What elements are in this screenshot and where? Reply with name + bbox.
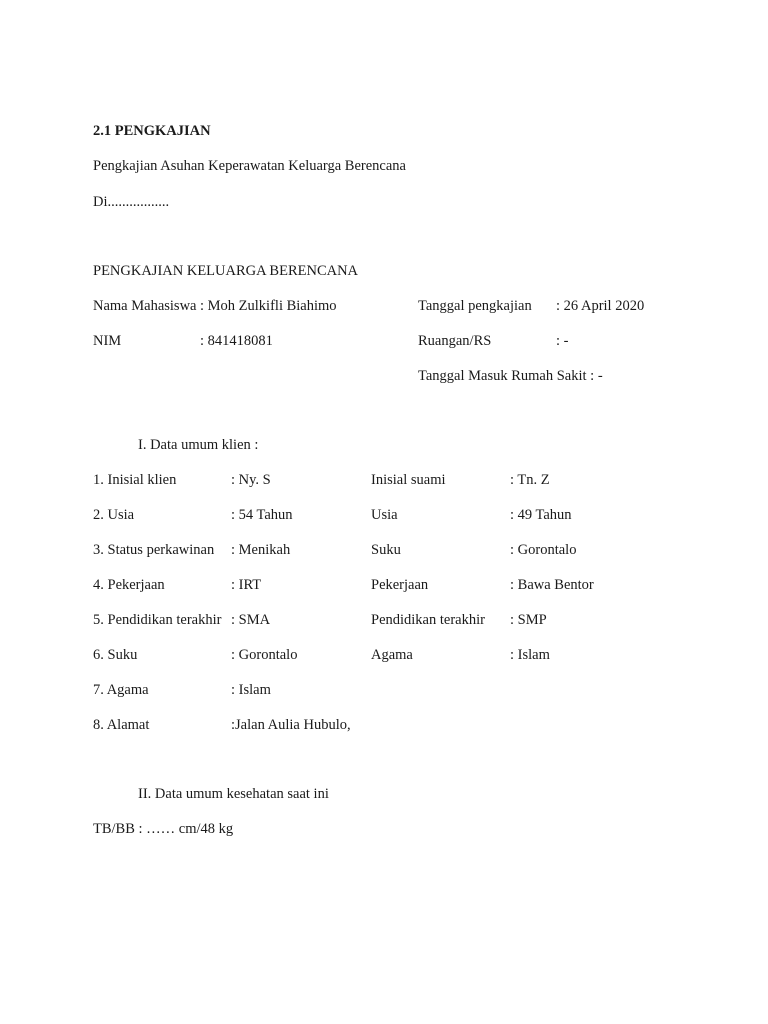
subtitle: Pengkajian Asuhan Keperawatan Keluarga Berencana	[93, 158, 406, 174]
location-line: Di.................	[93, 194, 170, 210]
nama-value: : Moh Zulkifli Biahimo	[200, 298, 337, 314]
row-value2: : Gorontalo	[510, 542, 577, 558]
row-value: : Islam	[231, 682, 271, 698]
section2-title: II. Data umum kesehatan saat ini	[138, 786, 329, 802]
row-label: 5. Pendidikan terakhir	[93, 612, 222, 628]
row-label: 4. Pekerjaan	[93, 577, 165, 593]
row-value2: : Tn. Z	[510, 472, 550, 488]
row-label2: Suku	[371, 542, 401, 558]
row-value2: : Islam	[510, 647, 550, 663]
row-label2: Pendidikan terakhir	[371, 612, 485, 628]
row-label: 3. Status perkawinan	[93, 542, 215, 558]
row-label: 7. Agama	[93, 682, 149, 698]
form-title: PENGKAJIAN KELUARGA BERENCANA	[93, 263, 359, 279]
ruangan-label: Ruangan/RS	[418, 333, 492, 349]
section1-title: I. Data umum klien :	[138, 437, 259, 453]
nim-label: NIM	[93, 333, 122, 349]
row-value: : SMA	[231, 612, 271, 628]
row-value2: : SMP	[510, 612, 547, 628]
tanggal-label: Tanggal pengkajian	[418, 298, 532, 314]
row-value: : Gorontalo	[231, 647, 298, 663]
row-value2: : 49 Tahun	[510, 507, 572, 523]
row-label: 2. Usia	[93, 507, 135, 523]
row-value: : Ny. S	[231, 472, 271, 488]
row-value: :Jalan Aulia Hubulo,	[231, 717, 351, 733]
row-value: : 54 Tahun	[231, 507, 293, 523]
tanggal-value: : 26 April 2020	[556, 298, 645, 314]
row-label2: Inisial suami	[371, 472, 446, 488]
row-label: 1. Inisial klien	[93, 472, 177, 488]
row-label: 6. Suku	[93, 647, 138, 663]
ruangan-value: : -	[556, 333, 569, 349]
row-value2: : Bawa Bentor	[510, 577, 594, 593]
row-label: 8. Alamat	[93, 717, 150, 733]
row-value: : IRT	[231, 577, 262, 593]
row-label2: Pekerjaan	[371, 577, 429, 593]
section-heading: 2.1 PENGKAJIAN	[93, 123, 211, 139]
row-label2: Agama	[371, 647, 413, 663]
row-label2: Usia	[371, 507, 398, 523]
nama-label: Nama Mahasiswa	[93, 298, 197, 314]
tbbb-line: TB/BB : …… cm/48 kg	[93, 821, 234, 837]
tanggal-masuk-rs: Tanggal Masuk Rumah Sakit : -	[418, 368, 603, 384]
row-value: : Menikah	[231, 542, 291, 558]
nim-value: : 841418081	[200, 333, 273, 349]
